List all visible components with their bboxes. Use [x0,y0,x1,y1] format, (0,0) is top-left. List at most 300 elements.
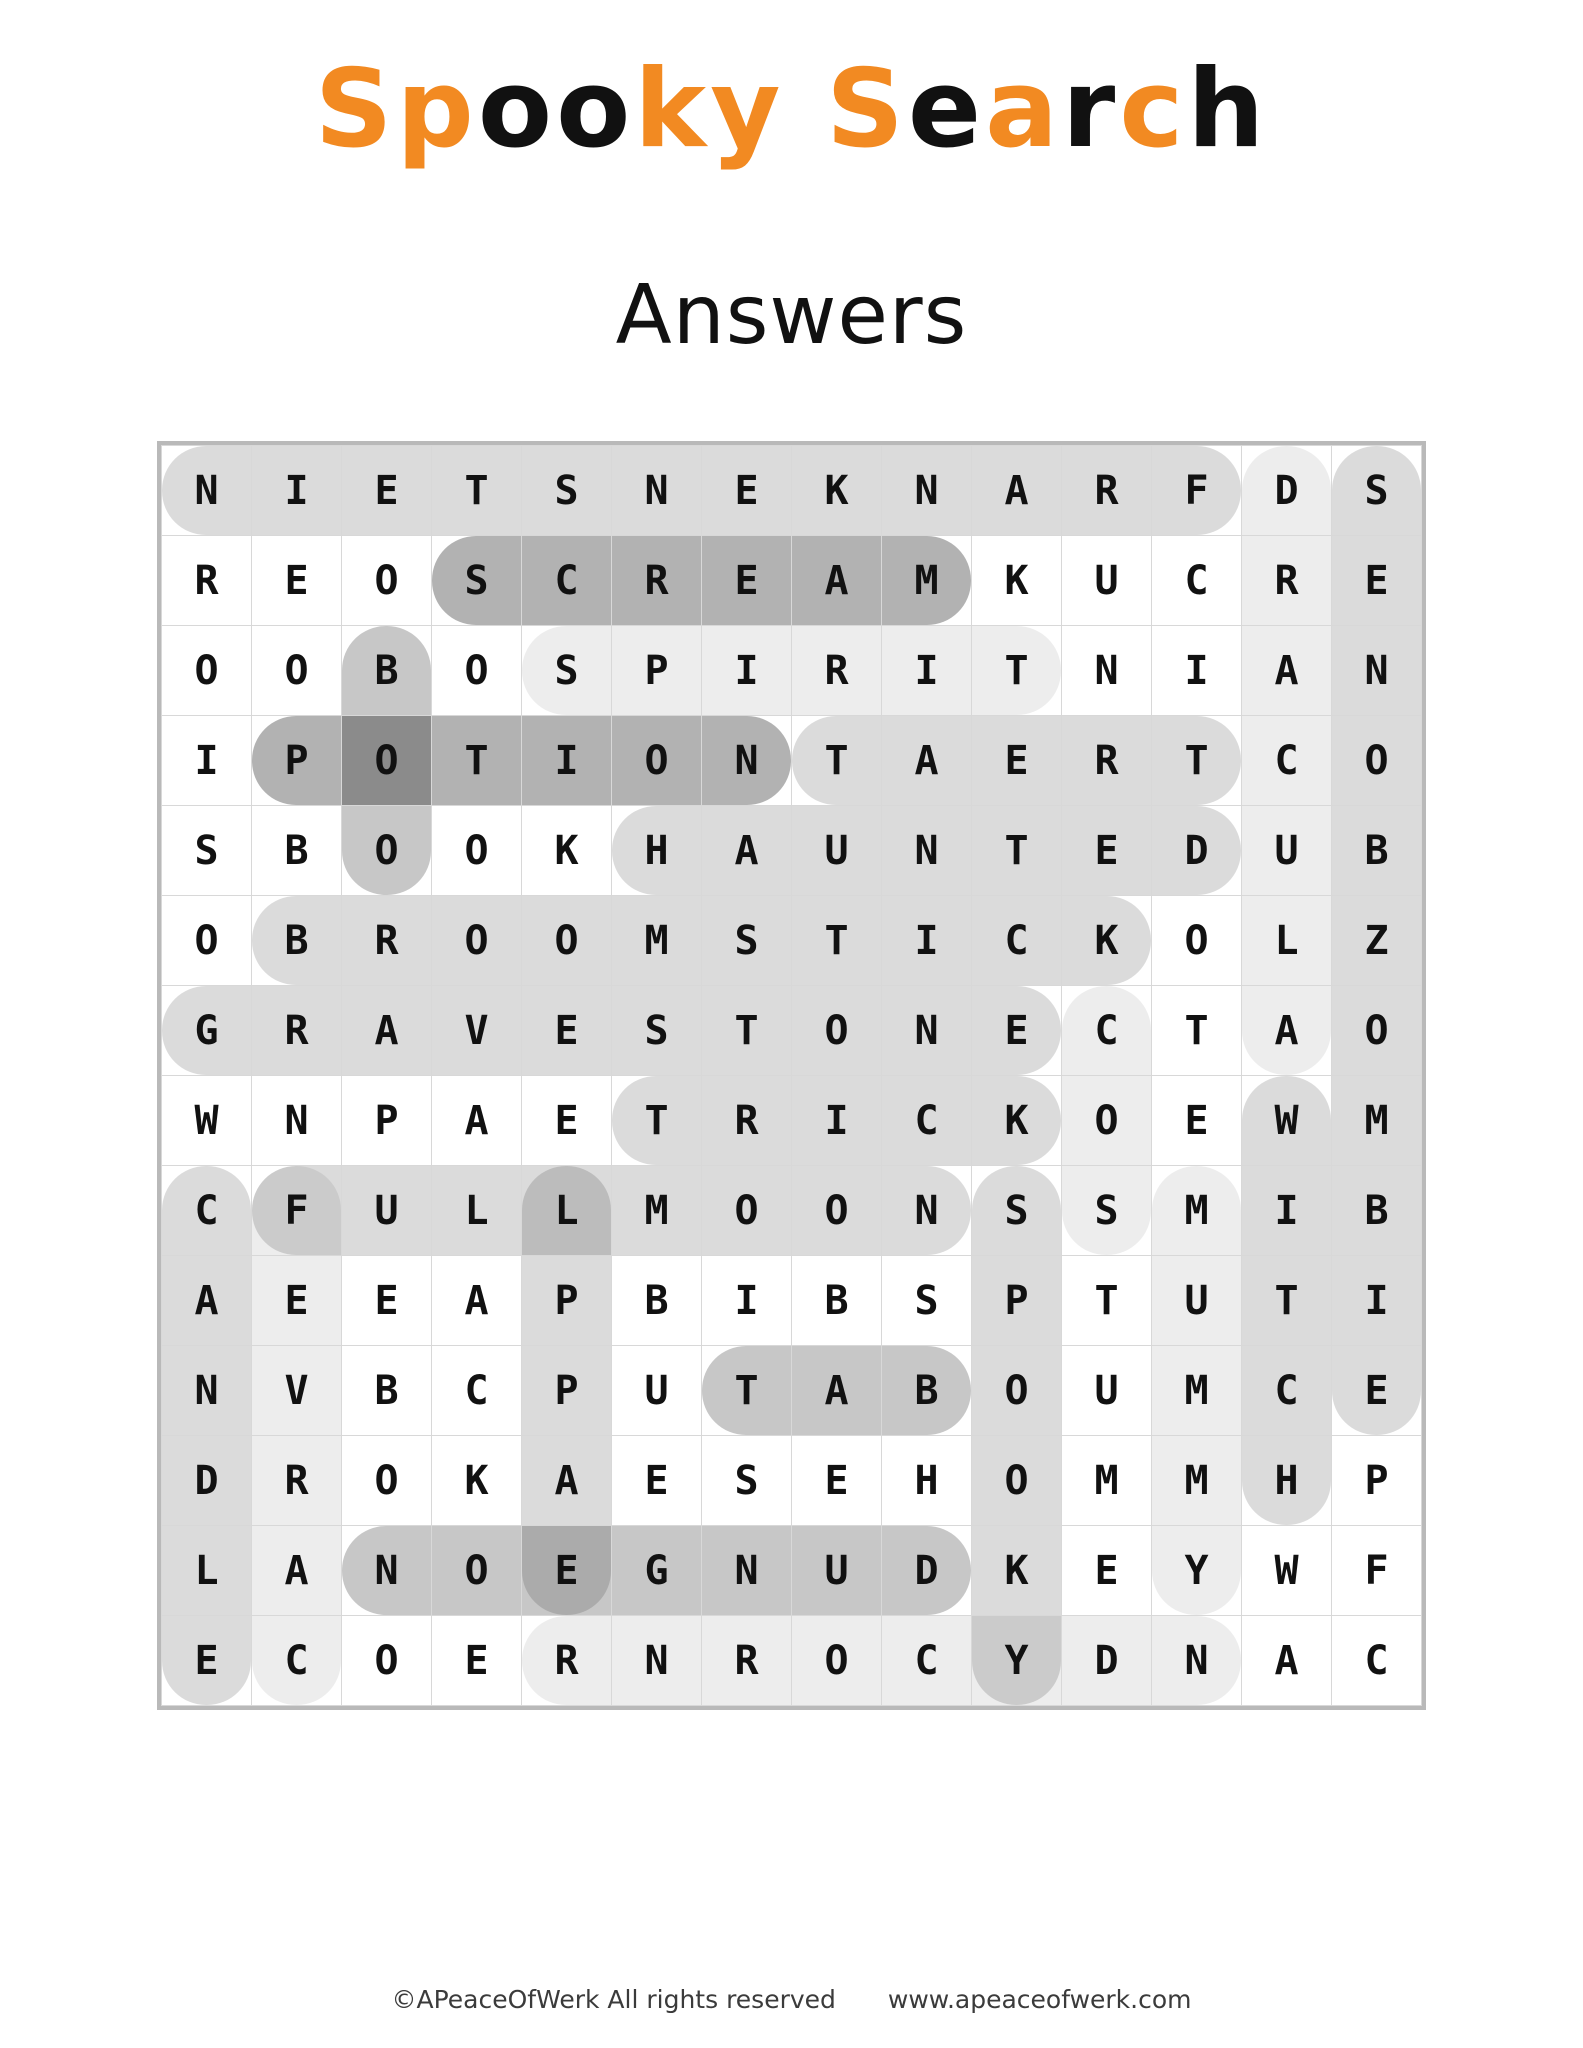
grid-cell[interactable] [162,1256,252,1346]
grid-cell[interactable] [1332,626,1422,716]
grid-cell[interactable] [612,1616,702,1706]
grid-cell[interactable] [432,1616,522,1706]
grid-letter: M [1184,1187,1209,1234]
grid-cell[interactable] [1332,1346,1422,1436]
grid-cell[interactable] [1152,446,1242,536]
grid-cell[interactable] [432,1256,522,1346]
grid-cell[interactable] [1152,896,1242,986]
grid-cell[interactable] [342,1256,432,1346]
grid-cell[interactable] [162,986,252,1076]
grid-cell[interactable] [882,1526,972,1616]
grid-letter: S [554,647,579,694]
grid-cell[interactable] [162,716,252,806]
grid-letter: D [1184,827,1209,874]
grid-letter: T [1094,1277,1119,1324]
grid-row [162,1526,1422,1616]
grid-cell[interactable] [432,1436,522,1526]
grid-cell[interactable] [432,1526,522,1616]
grid-cell[interactable] [1242,806,1332,896]
grid-letter: S [644,1007,669,1054]
grid-cell[interactable] [1242,1436,1332,1526]
grid-cell[interactable] [612,1346,702,1436]
grid-cell[interactable] [702,1076,792,1166]
grid-cell[interactable] [702,806,792,896]
grid-cell[interactable] [792,1436,882,1526]
grid-letter: C [1274,1367,1299,1414]
grid-cell[interactable] [1062,446,1152,536]
grid-cell[interactable] [972,1616,1062,1706]
grid-letter: M [914,557,939,604]
grid-cell[interactable] [1332,986,1422,1076]
answers-heading: Answers [615,268,968,364]
grid-cell[interactable] [162,1346,252,1436]
grid-cell[interactable] [612,626,702,716]
grid-cell[interactable] [342,716,432,806]
grid-cell[interactable] [1332,1616,1422,1706]
grid-letter: A [374,1007,399,1054]
grid-cell[interactable] [1062,626,1152,716]
grid-cell[interactable] [1332,1256,1422,1346]
grid-cell[interactable] [1332,536,1422,626]
grid-cell[interactable] [792,1166,882,1256]
grid-letter: T [1004,647,1029,694]
grid-cell[interactable] [972,986,1062,1076]
grid-letter: I [284,467,309,514]
grid-cell[interactable] [342,536,432,626]
grid-cell[interactable] [1062,1526,1152,1616]
grid-cell[interactable] [342,1616,432,1706]
grid-cell[interactable] [882,446,972,536]
grid-row [162,1436,1422,1526]
grid-letter: R [644,557,669,604]
grid-cell[interactable] [792,1346,882,1436]
grid-cell[interactable] [1062,1076,1152,1166]
grid-letter: W [194,1097,219,1144]
grid-letter: S [554,467,579,514]
grid-cell[interactable] [342,806,432,896]
grid-cell[interactable] [1242,986,1332,1076]
grid-letter: E [554,1547,579,1594]
grid-cell[interactable] [1242,1616,1332,1706]
grid-cell[interactable] [1332,716,1422,806]
grid-cell[interactable] [1062,536,1152,626]
grid-cell[interactable] [1152,626,1242,716]
grid-cell[interactable] [342,1526,432,1616]
grid-cell[interactable] [342,1076,432,1166]
grid-letter: C [284,1637,309,1684]
grid-cell[interactable] [792,536,882,626]
grid-cell[interactable] [162,1436,252,1526]
grid-letter: R [1094,467,1119,514]
grid-cell[interactable] [252,1526,342,1616]
grid-cell[interactable] [972,896,1062,986]
grid-row [162,986,1422,1076]
grid-cell[interactable] [972,1526,1062,1616]
grid-cell[interactable] [252,1346,342,1436]
grid-cell[interactable] [342,1166,432,1256]
grid-cell[interactable] [162,626,252,716]
grid-letter: E [554,1007,579,1054]
grid-letter: O [374,1637,399,1684]
grid-cell[interactable] [342,986,432,1076]
grid-cell[interactable] [432,626,522,716]
grid-cell[interactable] [522,986,612,1076]
grid-cell[interactable] [1242,626,1332,716]
grid-cell[interactable] [1152,1616,1242,1706]
grid-cell[interactable] [612,1076,702,1166]
grid-cell[interactable] [972,716,1062,806]
grid-cell[interactable] [882,806,972,896]
grid-cell[interactable] [522,1436,612,1526]
grid-cell[interactable] [1242,716,1332,806]
grid-letter: W [1274,1547,1299,1594]
grid-cell[interactable] [612,896,702,986]
grid-cell[interactable] [702,716,792,806]
grid-cell[interactable] [1242,1166,1332,1256]
grid-cell[interactable] [1062,1256,1152,1346]
grid-cell[interactable] [342,896,432,986]
grid-letter: O [1364,737,1389,784]
grid-letter: C [1004,917,1029,964]
website-link[interactable]: www.apeaceofwerk.com [887,1985,1192,2014]
grid-cell[interactable] [1152,1166,1242,1256]
grid-cell[interactable] [162,896,252,986]
grid-letter: S [734,1457,759,1504]
grid-cell[interactable] [252,1256,342,1346]
grid-cell[interactable] [882,536,972,626]
grid-letter: H [914,1457,939,1504]
grid-cell[interactable] [792,1256,882,1346]
grid-cell[interactable] [1152,1346,1242,1436]
grid-cell[interactable] [1242,1076,1332,1166]
grid-letter: P [554,1277,579,1324]
grid-cell[interactable] [522,1346,612,1436]
grid-letter: W [1274,1097,1299,1144]
grid-letter: F [284,1187,309,1234]
grid-letter: C [464,1367,489,1414]
grid-letter: E [554,1097,579,1144]
grid-cell[interactable] [882,1256,972,1346]
grid-cell[interactable] [522,446,612,536]
grid-cell[interactable] [432,536,522,626]
grid-cell[interactable] [252,1076,342,1166]
grid-cell[interactable] [1242,1526,1332,1616]
grid-cell[interactable] [702,626,792,716]
grid-letter: C [914,1097,939,1144]
grid-cell[interactable] [342,1436,432,1526]
grid-cell[interactable] [1152,536,1242,626]
grid-cell[interactable] [162,806,252,896]
grid-cell[interactable] [432,986,522,1076]
grid-letter: K [1004,1097,1029,1144]
grid-cell[interactable] [1242,896,1332,986]
grid-cell[interactable] [252,536,342,626]
grid-cell[interactable] [612,716,702,806]
grid-cell[interactable] [1062,1616,1152,1706]
grid-letter: Y [1184,1547,1209,1594]
grid-letter: N [1094,647,1119,694]
grid-cell[interactable] [792,1076,882,1166]
grid-cell[interactable] [612,1166,702,1256]
grid-cell[interactable] [1242,1256,1332,1346]
grid-cell[interactable] [1062,896,1152,986]
grid-cell[interactable] [162,446,252,536]
grid-cell[interactable] [612,1526,702,1616]
grid-cell[interactable] [432,1166,522,1256]
grid-letter: N [914,1007,939,1054]
grid-cell[interactable] [612,446,702,536]
grid-cell[interactable] [252,1436,342,1526]
grid-letter: R [734,1637,759,1684]
grid-letter: E [374,1277,399,1324]
grid-cell[interactable] [522,536,612,626]
grid-cell[interactable] [252,896,342,986]
grid-cell[interactable] [792,806,882,896]
grid-cell[interactable] [252,806,342,896]
grid-cell[interactable] [612,806,702,896]
grid-letter: B [1364,1187,1389,1234]
grid-cell[interactable] [252,716,342,806]
grid-letter: O [824,1637,849,1684]
grid-letter: K [1004,557,1029,604]
grid-cell[interactable] [792,716,882,806]
title-letter: c [1119,47,1188,172]
grid-cell[interactable] [702,1616,792,1706]
grid-letter: A [914,737,939,784]
grid-letter: P [1364,1457,1389,1504]
grid-cell[interactable] [882,716,972,806]
grid-cell[interactable] [432,1346,522,1436]
grid-letter: R [374,917,399,964]
grid-cell[interactable] [252,446,342,536]
grid-cell[interactable] [162,536,252,626]
grid-cell[interactable] [882,1346,972,1436]
grid-cell[interactable] [1062,1346,1152,1436]
grid-cell[interactable] [522,806,612,896]
grid-cell[interactable] [432,1076,522,1166]
title-letter: a [985,47,1063,172]
grid-letter: O [464,917,489,964]
grid-cell[interactable] [702,1166,792,1256]
grid-letter: I [914,647,939,694]
grid-cell[interactable] [792,446,882,536]
grid-cell[interactable] [522,1526,612,1616]
grid-letter: F [1364,1547,1389,1594]
grid-cell[interactable] [1062,986,1152,1076]
grid-cell[interactable] [522,896,612,986]
grid-cell[interactable] [1062,1436,1152,1526]
grid-letter: A [1274,1637,1299,1684]
grid-letter: K [464,1457,489,1504]
grid-cell[interactable] [342,1346,432,1436]
grid-cell[interactable] [882,1436,972,1526]
grid-cell[interactable] [702,1526,792,1616]
grid-cell[interactable] [1152,1436,1242,1526]
grid-cell[interactable] [972,806,1062,896]
grid-letter: D [1274,467,1299,514]
grid-cell[interactable] [522,626,612,716]
grid-letter: B [284,827,309,874]
grid-letter: O [284,647,309,694]
grid-cell[interactable] [1152,1256,1242,1346]
grid-cell[interactable] [702,1436,792,1526]
grid-letter: N [1184,1637,1209,1684]
grid-letter: E [464,1637,489,1684]
grid-letter: V [284,1367,309,1414]
grid-letter: S [1364,467,1389,514]
grid-letter: M [644,917,669,964]
grid-cell[interactable] [792,896,882,986]
grid-cell[interactable] [702,536,792,626]
grid-cell[interactable] [702,446,792,536]
grid-cell[interactable] [972,1436,1062,1526]
grid-cell[interactable] [432,806,522,896]
grid-letter: R [1094,737,1119,784]
grid-cell[interactable] [882,1076,972,1166]
grid-cell[interactable] [162,1166,252,1256]
grid-letter: E [734,557,759,604]
grid-cell[interactable] [612,986,702,1076]
grid-letter: B [284,917,309,964]
grid-cell[interactable] [792,986,882,1076]
grid-cell[interactable] [882,626,972,716]
grid-letter: O [1184,917,1209,964]
grid-letter: L [464,1187,489,1234]
grid-cell[interactable] [162,1526,252,1616]
grid-cell[interactable] [252,1616,342,1706]
grid-cell[interactable] [252,986,342,1076]
grid-row [162,1616,1422,1706]
grid-cell[interactable] [162,1616,252,1706]
grid-letter: K [1004,1547,1029,1594]
grid-cell[interactable] [972,1076,1062,1166]
grid-row [162,1166,1422,1256]
grid-letter: S [464,557,489,604]
grid-letter: E [644,1457,669,1504]
grid-letter: E [1004,1007,1029,1054]
grid-cell[interactable] [882,986,972,1076]
grid-cell[interactable] [522,1076,612,1166]
grid-letter: E [374,467,399,514]
grid-cell[interactable] [972,1166,1062,1256]
grid-cell[interactable] [972,536,1062,626]
grid-cell[interactable] [1152,1526,1242,1616]
grid-letter: T [1184,737,1209,784]
grid-letter: O [374,827,399,874]
grid-cell[interactable] [1332,896,1422,986]
grid-cell[interactable] [1152,1076,1242,1166]
grid-cell[interactable] [432,716,522,806]
grid-cell[interactable] [522,716,612,806]
grid-cell[interactable] [972,626,1062,716]
grid-letter: A [824,557,849,604]
grid-cell[interactable] [702,986,792,1076]
grid-cell[interactable] [162,1076,252,1166]
grid-cell[interactable] [432,446,522,536]
grid-cell[interactable] [1152,716,1242,806]
grid-letter: A [1274,647,1299,694]
grid-cell[interactable] [1332,1076,1422,1166]
title-letter: p [396,47,478,172]
grid-letter: D [1094,1637,1119,1684]
grid-cell[interactable] [972,446,1062,536]
grid-cell[interactable] [1062,806,1152,896]
title-letter: S [826,47,908,172]
grid-letter: R [1274,557,1299,604]
grid-row [162,1076,1422,1166]
grid-letter: O [1364,1007,1389,1054]
title-letter: h [1187,47,1269,172]
grid-cell[interactable] [882,1166,972,1256]
grid-letter: T [734,1007,759,1054]
grid-cell[interactable] [342,446,432,536]
grid-row [162,626,1422,716]
grid-cell[interactable] [612,536,702,626]
grid-letter: I [194,737,219,784]
grid-cell[interactable] [1152,806,1242,896]
grid-letter: A [464,1277,489,1324]
grid-cell[interactable] [882,1616,972,1706]
grid-cell[interactable] [702,896,792,986]
grid-cell[interactable] [612,1256,702,1346]
grid-letter: O [1004,1457,1029,1504]
grid-cell[interactable] [702,1346,792,1436]
grid-letter: I [1184,647,1209,694]
grid-cell[interactable] [1332,1436,1422,1526]
grid-letter: C [554,557,579,604]
grid-cell[interactable] [522,1616,612,1706]
grid-row [162,806,1422,896]
grid-cell[interactable] [522,1166,612,1256]
grid-letter: E [194,1637,219,1684]
grid-cell[interactable] [522,1256,612,1346]
grid-cell[interactable] [1062,716,1152,806]
grid-cell[interactable] [792,1616,882,1706]
grid-cell[interactable] [1062,1166,1152,1256]
grid-cell[interactable] [972,1256,1062,1346]
grid-cell[interactable] [252,626,342,716]
grid-cell[interactable] [432,896,522,986]
grid-letter: T [824,737,849,784]
grid-cell[interactable] [702,1256,792,1346]
copyright-text: ©APeaceOfWerk All rights reserved [391,1985,836,2014]
grid-cell[interactable] [1332,1526,1422,1616]
grid-cell[interactable] [1242,536,1332,626]
grid-letter: M [1094,1457,1119,1504]
grid-cell[interactable] [1242,446,1332,536]
grid-cell[interactable] [972,1346,1062,1436]
grid-letter: B [374,647,399,694]
grid-cell[interactable] [1332,806,1422,896]
grid-cell[interactable] [1152,986,1242,1076]
grid-cell[interactable] [1332,1166,1422,1256]
grid-cell[interactable] [792,1526,882,1616]
grid-letter: U [824,827,849,874]
grid-cell[interactable] [792,626,882,716]
grid-letter: D [914,1547,939,1594]
grid-letter: N [914,1187,939,1234]
grid-cell[interactable] [1242,1346,1332,1436]
grid-letter: E [734,467,759,514]
grid-cell[interactable] [612,1436,702,1526]
grid-cell[interactable] [1332,446,1422,536]
grid-cell[interactable] [882,896,972,986]
grid-letter: N [194,1367,219,1414]
grid-cell[interactable] [342,626,432,716]
grid-cell[interactable] [252,1166,342,1256]
grid-letter: T [1004,827,1029,874]
grid-letter: B [1364,827,1389,874]
